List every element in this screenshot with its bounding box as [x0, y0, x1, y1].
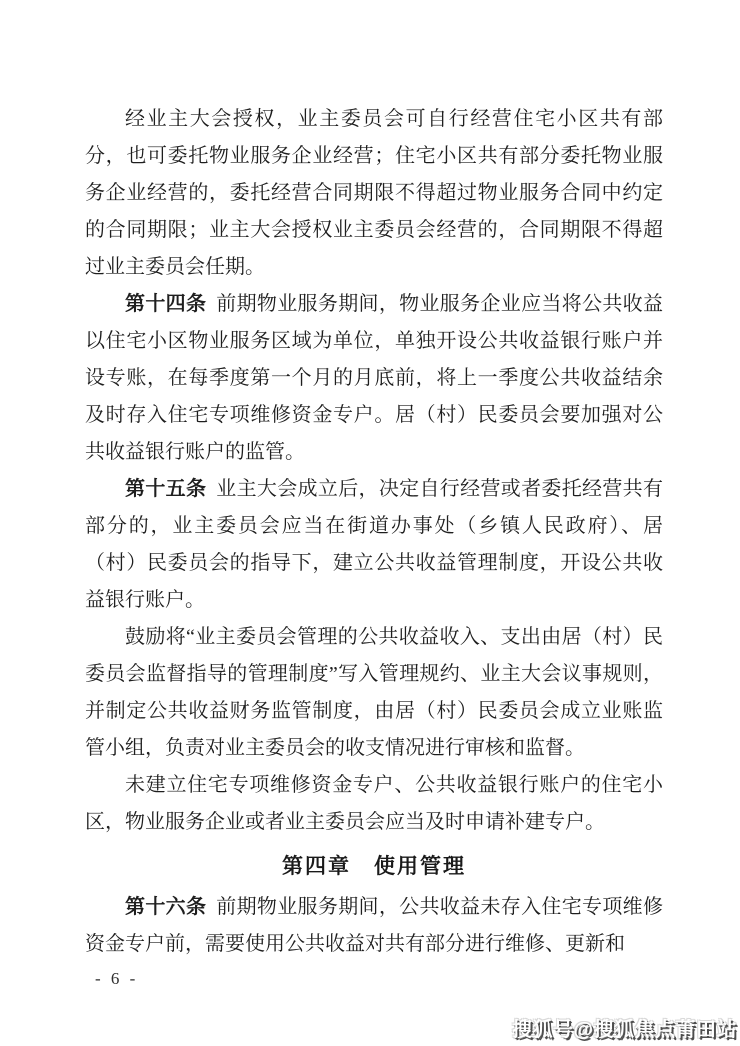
article-16-label: 第十六条 — [125, 896, 207, 918]
page-number: - 6 - — [95, 969, 139, 988]
paragraph-text: 未建立住宅专项维修资金专户、公共收益银行账户的住宅小区，物业服务企业或者业主委员会应当及时申请补建专户。 — [85, 774, 663, 833]
paragraph-operating-authorization — [85, 101, 663, 286]
chapter-heading: 第四章 使用管理 — [282, 854, 466, 878]
paragraph-text: 前期物业服务期间，公共收益未存入住宅专项维修资金专户前，需要使用公共收益对共有部分进行维修、更新和 — [85, 896, 664, 955]
paragraph-text: 前期物业服务期间，物业服务企业应当将公共收益以住宅小区物业服务区域为单位，单独开设公共收益银行账户并设专账，在每季度第一个月的月底前，将上一季度公共收益结余及时存入住宅专项维修资金专户。居（村）民委员会要加强对公共收益银行账户的监管。 — [85, 293, 664, 463]
paragraph-article-16 — [85, 889, 663, 963]
article-14-label: 第十四条 — [125, 293, 207, 315]
paragraph-account-補建 — [85, 767, 663, 841]
paragraph-encourage-supervision — [85, 619, 663, 767]
paragraph-text: 经业主大会授权，业主委员会可自行经营住宅小区共有部分，也可委托物业服务企业经营；住宅小区共有部分委托物业服务企业经营的，委托经营合同期限不得超过物业服务合同中约定的合同期限；业主大会授权业主委员会经营的，合同期限不得超过业主委员会任期。 — [85, 108, 663, 278]
paragraph-article-15 — [85, 471, 663, 619]
paragraph-text: 业主大会成立后，决定自行经营或者委托经营共有部分的，业主委员会应当在街道办事处（乡镇人民政府）、居（村）民委员会的指导下，建立公共收益管理制度，开设公共收益银行账户。 — [85, 478, 664, 611]
paragraph-article-14 — [85, 286, 663, 471]
sohu-watermark: 搜狐号@搜狐焦点莆田站 — [511, 1019, 737, 1041]
paragraph-text: 鼓励将“业主委员会管理的公共收益收入、支出由居（村）民委员会监督指导的管理制度”写入管理规约、业主大会议事规则，并制定公共收益财务监管制度，由居（村）民委员会成立业账监管小组，负责对业主委员会的收支情况进行审核和监督。 — [85, 626, 663, 759]
article-15-label: 第十五条 — [125, 478, 207, 500]
document-body — [85, 101, 663, 963]
